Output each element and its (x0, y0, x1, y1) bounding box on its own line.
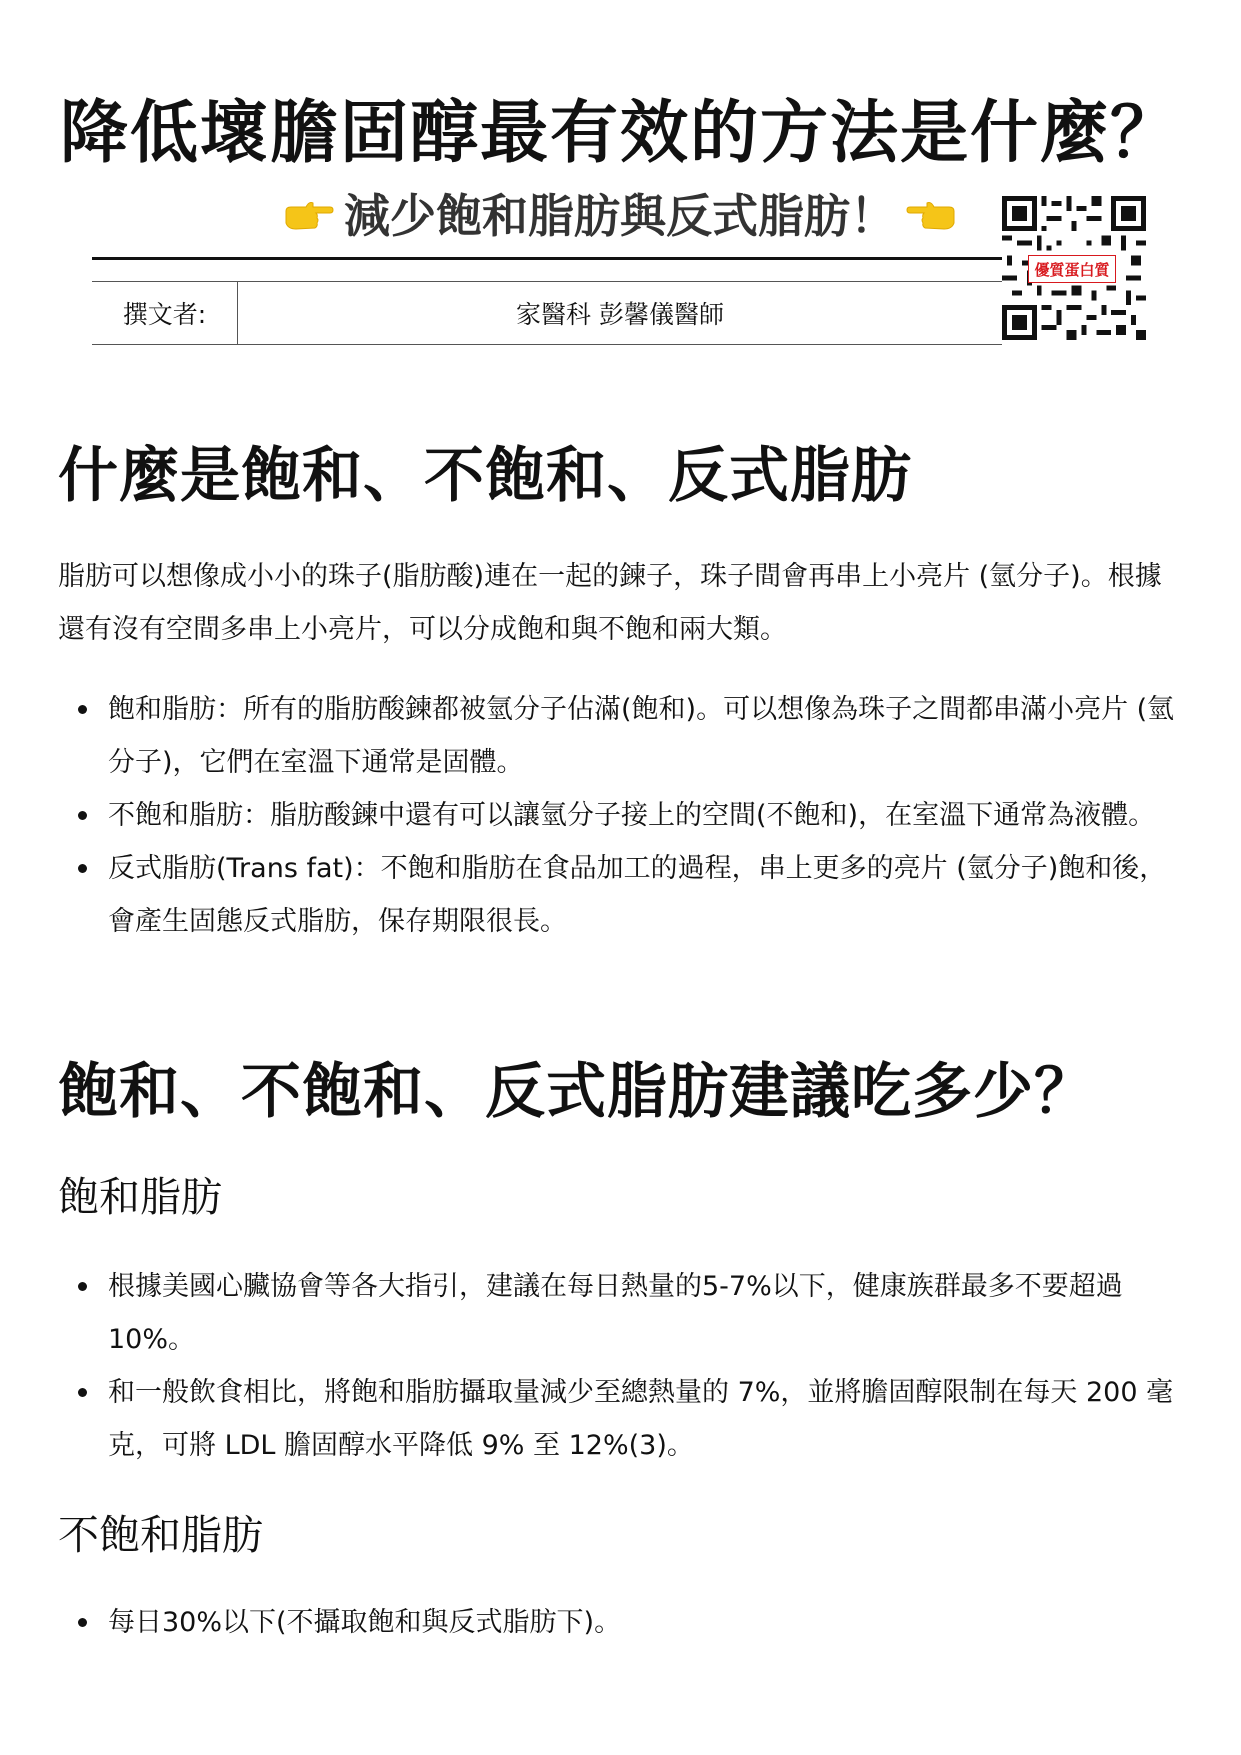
document-subtitle (270, 188, 970, 244)
saturated-fat-list (58, 1260, 1188, 1472)
pointing-right-hand-icon (282, 199, 334, 233)
list-item: 和一般飲食相比，將飽和脂肪攝取量減少至總熱量的 7%，並將膽固醇限制在每天 200 毫克，可將 LDL 膽固醇水平降低 9% 至 12%(3)。 (58, 1366, 1188, 1472)
unsaturated-fat-subheading: 不飽和脂肪 (58, 1511, 263, 1559)
section2-heading: 飽和、不飽和、反式脂肪建議吃多少？ (58, 1057, 1095, 1127)
document-title: 降低壞膽固醇最有效的方法是什麼？ (60, 94, 1181, 173)
author-table (92, 281, 1002, 345)
qr-tag-label: 優質蛋白質 (1028, 255, 1116, 283)
section1-intro: 脂肪可以想像成小小的珠子(脂肪酸)連在一起的鍊子，珠子間會再串上小亮片 (氫分子)。根據還有沒有空間多串上小亮片，可以分成飽和與不飽和兩大類。 (58, 561, 1162, 645)
list-item: 根據美國心臟協會等各大指引，建議在每日熱量的5-7%以下，健康族群最多不要超過10%。 (58, 1260, 1188, 1366)
list-item: 每日30%以下(不攝取飽和與反式脂肪下)。 (58, 1596, 1188, 1649)
bullet-icon (78, 705, 87, 714)
bullet-icon (78, 811, 87, 820)
bullet-icon (78, 864, 87, 873)
header-divider (92, 257, 1002, 260)
subtitle-text: 減少飽和脂肪與反式脂肪！ (344, 189, 896, 243)
bullet-icon (78, 1618, 87, 1627)
list-item: 反式脂肪(Trans fat)：不飽和脂肪在食品加工的過程，串上更多的亮片 (氫分子)飽和後，會產生固態反式脂肪，保存期限很長。 (58, 842, 1188, 948)
list-item: 不飽和脂肪：脂肪酸鍊中還有可以讓氫分子接上的空間(不飽和)，在室溫下通常為液體。 (58, 789, 1188, 842)
author-value: 家醫科 彭馨儀醫師 (516, 300, 724, 329)
pointing-left-hand-icon (906, 199, 958, 233)
unsaturated-fat-list (58, 1596, 1188, 1649)
section1-list (58, 683, 1188, 948)
bullet-icon (78, 1388, 87, 1397)
bullet-icon (78, 1282, 87, 1291)
list-item: 飽和脂肪：所有的脂肪酸鍊都被氫分子佔滿(飽和)。可以想像為珠子之間都串滿小亮片 (氫分子)，它們在室溫下通常是固體。 (58, 683, 1188, 789)
saturated-fat-subheading: 飽和脂肪 (58, 1173, 222, 1221)
author-label: 撰文者: (92, 282, 238, 344)
section1-heading: 什麼是飽和、不飽和、反式脂肪 (58, 441, 912, 511)
